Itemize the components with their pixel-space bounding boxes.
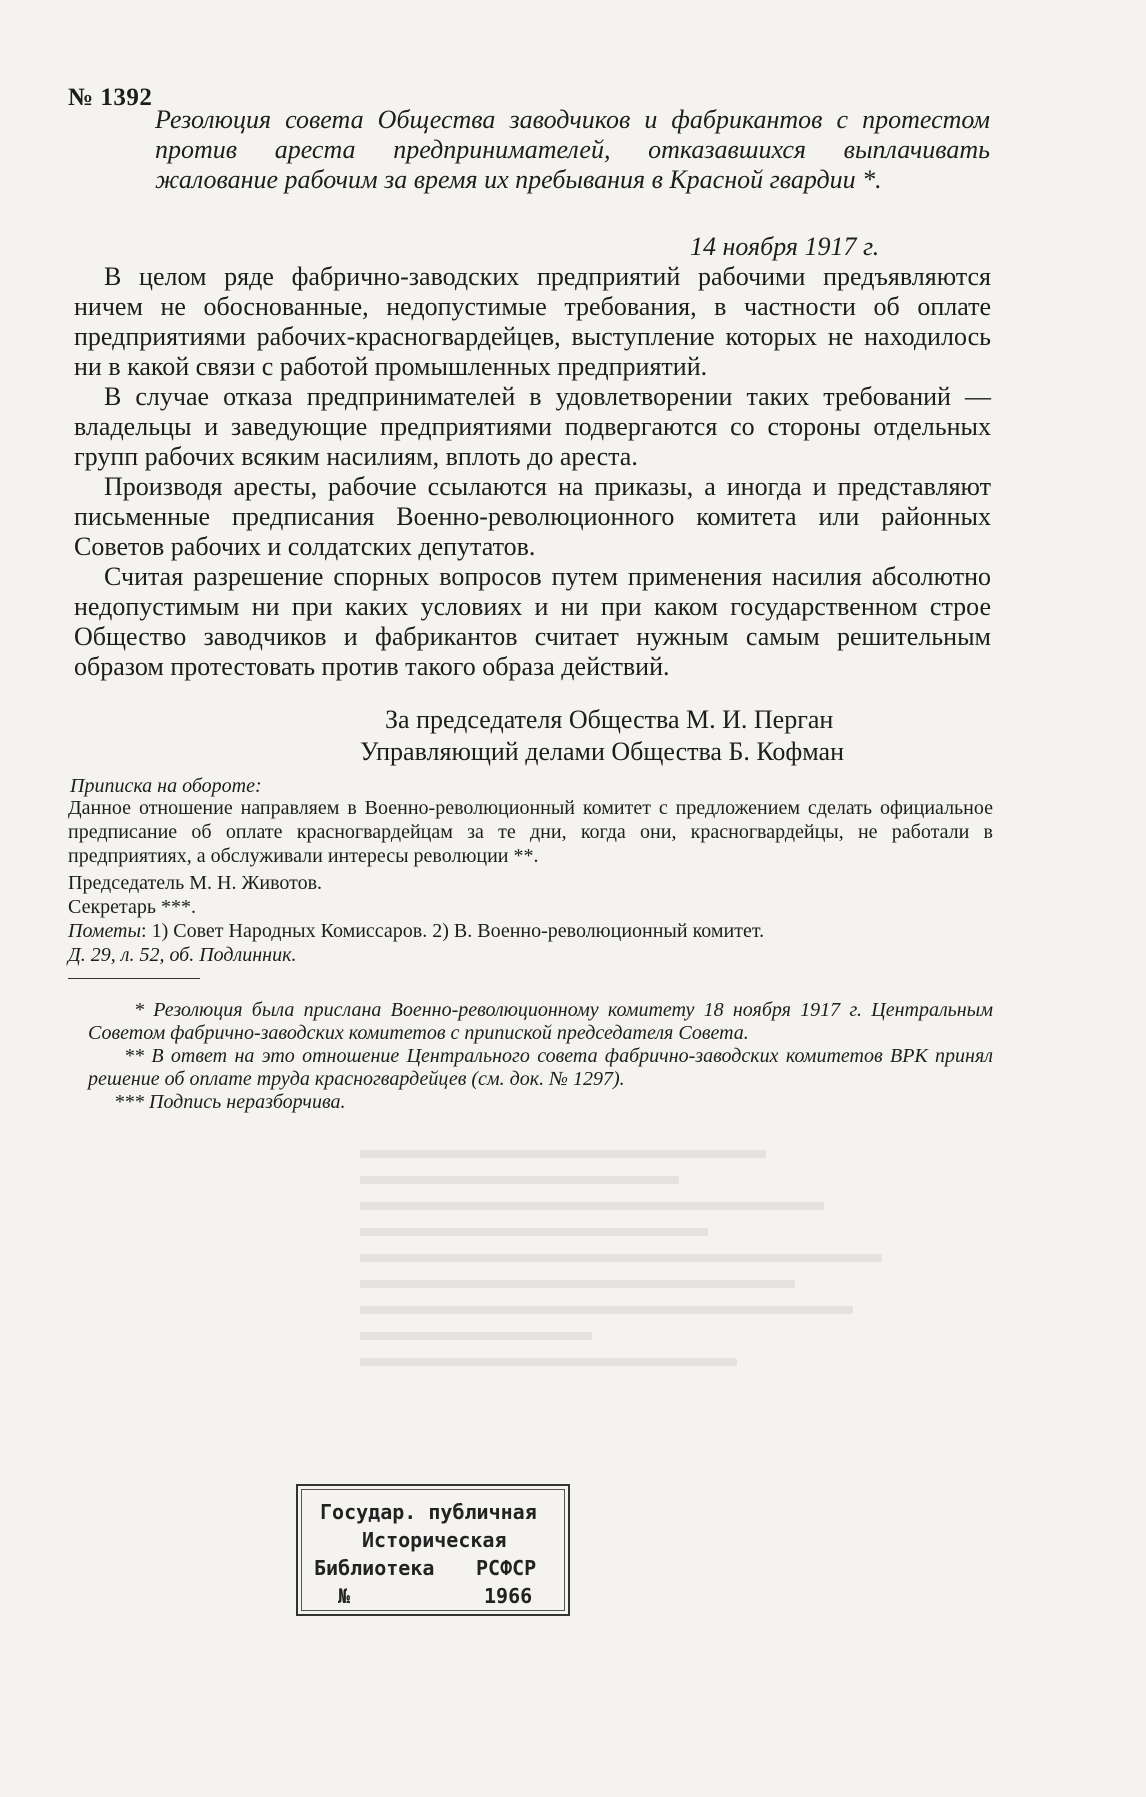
note-chairman: Председатель М. Н. Животов. [68, 872, 323, 894]
signature-block [340, 704, 940, 768]
signature-manager: Управляющий делами Общества Б. Кофман [360, 737, 845, 766]
body-paragraph: Производя аресты, рабочие ссылаются на приказы, а иногда и представляют письменные предписания Военно-революционного комитета или районных Советов рабочих и солдатских депутатов. [74, 472, 991, 561]
document-date: 14 ноября 1917 г. [690, 232, 880, 261]
note-marks-text: : 1) Совет Народных Комиссаров. 2) В. Военно-революционный комитет. [141, 920, 765, 942]
note-source: Д. 29, л. 52, об. Подлинник. [68, 944, 297, 966]
signature-chairman: За председателя Общества М. И. Перган [385, 705, 834, 734]
note-secretary: Секретарь ***. [68, 896, 197, 918]
stamp-line: Государ. публичная [320, 1500, 537, 1524]
body-paragraph: В целом ряде фабрично-заводских предприятий рабочими предъявляются ничем не обоснованные, недопустимые требования, в частности об оплате предприятиями рабочих-красногвардейцев, выступление которых не находилось ни в какой связи с работой промышленных предприятий. [74, 262, 991, 381]
document-body [74, 262, 991, 682]
note-text: Данное отношение направляем в Военно-революционный комитет с предложением сделать официальное предписание об оплате красногвардейцам за те дни, когда они, красногвардейцы, не работали в предприятиях, а обслуживали интересы революции **. [68, 797, 993, 867]
stamp-line: 1966 [484, 1584, 533, 1608]
stamp-line: Библиотека [314, 1556, 435, 1580]
footnote: * Резолюция была прислана Военно-революционному комитету 18 ноября 1917 г. Центральным Советом фабрично-заводских комитетов с припиской председателя Совета. [88, 999, 993, 1044]
document-title: Резолюция совета Общества заводчиков и фабрикантов с протестом против ареста предпринимателей, отказавшихся выплачивать жалование рабочим за время их пребывания в Красной гвардии *. [155, 105, 990, 194]
document-number: № 1392 [68, 84, 153, 111]
note-marks-label: Пометы [68, 920, 142, 942]
footnote: ** В ответ на это отношение Центрального совета фабрично-заводских комитетов ВРК принял решение об оплате труда красногвардейцев (см. док. № 1297). [88, 1045, 993, 1090]
library-stamp [296, 1484, 570, 1616]
stamp-line: РСФСР [476, 1556, 537, 1580]
note-heading: Приписка на обороте: [70, 775, 262, 797]
note-marks [68, 919, 993, 943]
body-paragraph: В случае отказа предпринимателей в удовлетворении таких требований — владельцы и заведующие предприятиями подвергаются со стороны отдельных групп рабочих всяким насилиям, вплоть до ареста. [74, 382, 991, 471]
stamp-line: Историческая [362, 1528, 507, 1552]
body-paragraph: Считая разрешение спорных вопросов путем применения насилия абсолютно недопустимым ни при каких условиях и ни при каком государственном строе Общество заводчиков и фабрикантов считает нужным самым решительным образом протестовать против такого образа действий. [74, 562, 991, 681]
note-details [68, 871, 993, 967]
footnote-divider [68, 978, 200, 979]
footnotes [88, 999, 993, 1114]
stamp-line: № [338, 1584, 351, 1608]
reverse-side-bleed-through [360, 1150, 940, 1480]
footnote: *** Подпись неразборчива. [114, 1091, 346, 1113]
